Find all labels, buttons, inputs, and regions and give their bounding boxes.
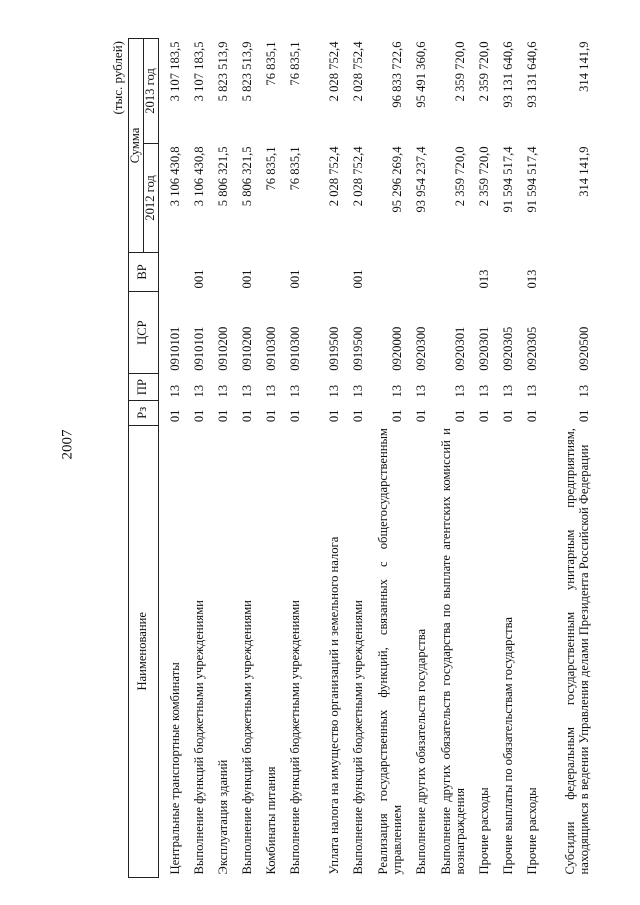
row-value-2013: 2 028 752,4: [326, 41, 341, 102]
row-value-2013: 3 107 183,5: [167, 41, 182, 102]
table-row: [468, 39, 492, 878]
row-name: Выполнение функций бюджетными учреждениями: [191, 600, 206, 875]
table-row: [303, 39, 342, 878]
row-value-2013: 5 823 513,9: [215, 41, 230, 102]
row-value-2013: 93 131 640,6: [524, 41, 539, 108]
budget-table: [128, 38, 592, 878]
row-pr: 13: [389, 384, 404, 398]
row-value-2012: 2 359 720,0: [476, 146, 491, 207]
row-value-2012: 91 594 517,4: [500, 146, 515, 213]
row-name: Эксплуатация зданий: [215, 759, 230, 875]
row-vr: [429, 252, 468, 291]
row-pr: 13: [476, 384, 491, 398]
header-sum: Сумма: [129, 39, 144, 253]
row-rz: 01: [239, 409, 254, 423]
header-year-2013: 2013 год: [143, 39, 158, 144]
table-row: [255, 39, 279, 878]
row-name: Прочие расходы: [524, 787, 539, 875]
row-pr: 13: [524, 384, 539, 398]
row-value-2012: 2 359 720,0: [452, 146, 467, 207]
row-value-2012: 95 296 269,4: [389, 146, 404, 213]
row-value-2013: 5 823 513,9: [239, 41, 254, 102]
row-name: Выполнение функций бюджетными учреждениями: [287, 600, 302, 875]
row-name: Центральные транспортные комбинаты: [167, 662, 182, 875]
table-row: [342, 39, 366, 878]
row-value-2013: 2 359 720,0: [452, 41, 467, 102]
row-vr: 001: [191, 269, 206, 289]
table-row: [366, 39, 405, 878]
row-vr: [540, 252, 592, 291]
row-vr: 001: [287, 269, 302, 289]
table-row: [183, 39, 207, 878]
row-pr: 13: [452, 384, 467, 398]
row-value-2012: 5 806 321,5: [239, 146, 254, 207]
table-row: [405, 39, 429, 878]
row-csr: 0910200: [239, 326, 254, 371]
page-number: 2007: [59, 429, 76, 460]
table-row: [516, 39, 540, 878]
row-csr: 0910101: [191, 326, 206, 371]
row-name: Выполнение функций бюджетными учреждениями: [350, 600, 365, 875]
row-value-2012: 76 835,1: [263, 146, 278, 191]
row-csr: 0919500: [350, 326, 365, 371]
row-vr: 001: [350, 269, 365, 289]
row-name: Выполнение функций бюджетными учреждениями: [239, 600, 254, 875]
row-pr: 13: [263, 384, 278, 398]
table-row: [492, 39, 516, 878]
row-rz: 01: [191, 409, 206, 423]
row-vr: [492, 252, 516, 291]
row-pr: 13: [191, 384, 206, 398]
table-row: [429, 39, 468, 878]
row-csr: 0910300: [263, 326, 278, 371]
row-pr: 13: [576, 384, 591, 398]
row-vr: [207, 252, 231, 291]
row-csr: 0920305: [524, 326, 539, 371]
row-value-2013: 2 359 720,0: [476, 41, 491, 102]
row-csr: 0920300: [413, 326, 428, 371]
row-value-2013: 93 131 640,6: [500, 41, 515, 108]
row-rz: 01: [524, 409, 539, 423]
row-pr: 13: [239, 384, 254, 398]
row-value-2012: 76 835,1: [287, 146, 302, 191]
row-csr: 0920301: [476, 326, 491, 371]
row-rz: 01: [263, 409, 278, 423]
row-value-2012: 93 954 237,4: [413, 146, 428, 213]
header-name: Наименование: [129, 425, 159, 877]
row-rz: 01: [413, 409, 428, 423]
row-vr: [255, 252, 279, 291]
row-value-2012: 2 028 752,4: [350, 146, 365, 207]
row-rz: 01: [576, 409, 591, 423]
row-name: Прочие выплаты по обязательствам государства: [500, 617, 515, 875]
row-vr: 013: [476, 269, 491, 289]
row-name: Уплата налога на имущество организаций и земельного налога: [326, 536, 341, 875]
table-row: [540, 39, 592, 878]
row-value-2013: 3 107 183,5: [191, 41, 206, 102]
row-csr: 0910300: [287, 326, 302, 371]
row-value-2012: 3 106 430,8: [191, 146, 206, 207]
header-rz: Рз: [129, 400, 159, 425]
row-vr: 013: [524, 269, 539, 289]
units-label: (тыс. рублей): [110, 41, 125, 115]
row-rz: 01: [215, 409, 230, 423]
row-value-2013: 76 835,1: [263, 41, 278, 86]
row-csr: 0920301: [452, 326, 467, 371]
row-value-2012: 5 806 321,5: [215, 146, 230, 207]
table-body: [158, 39, 592, 878]
row-value-2012: 2 028 752,4: [326, 146, 341, 207]
row-name: Субсидии федеральным государственным унитарным предприятиям, находящимся в ведении Управления делами Президента Российской Федерации: [563, 428, 591, 875]
header-vr: ВР: [129, 252, 159, 291]
row-value-2013: 96 833 722,6: [389, 41, 404, 108]
row-csr: 0919500: [326, 326, 341, 371]
header-pr: ПР: [129, 374, 159, 401]
row-name: Прочие расходы: [476, 787, 491, 875]
row-rz: 01: [326, 409, 341, 423]
row-rz: 01: [452, 409, 467, 423]
row-csr: 0920305: [500, 326, 515, 371]
row-vr: [303, 252, 342, 291]
rotated-table-area: [110, 38, 591, 878]
row-value-2012: 91 594 517,4: [524, 146, 539, 213]
row-vr: [405, 252, 429, 291]
row-name: Выполнение других обязательств государства по выплате агентских комиссий и вознаграждения: [439, 428, 467, 875]
row-name: Комбинаты питания: [263, 766, 278, 875]
header-csr: ЦСР: [129, 291, 159, 373]
row-csr: 0910101: [167, 326, 182, 371]
row-value-2013: 95 491 360,6: [413, 41, 428, 108]
row-pr: 13: [287, 384, 302, 398]
row-pr: 13: [326, 384, 341, 398]
row-value-2012: 314 141,9: [576, 146, 591, 197]
row-pr: 13: [350, 384, 365, 398]
row-csr: 0920500: [576, 326, 591, 371]
table-row: [231, 39, 255, 878]
row-rz: 01: [167, 409, 182, 423]
row-vr: 001: [239, 269, 254, 289]
row-vr: [366, 252, 405, 291]
row-csr: 0910200: [215, 326, 230, 371]
row-rz: 01: [500, 409, 515, 423]
row-pr: 13: [413, 384, 428, 398]
header-year-2012: 2012 год: [143, 143, 158, 252]
row-value-2013: 2 028 752,4: [350, 41, 365, 102]
row-pr: 13: [167, 384, 182, 398]
row-name: Реализация государственных функций, связанных с общегосударственным управлением: [376, 428, 404, 875]
row-rz: 01: [287, 409, 302, 423]
table-row: [158, 39, 183, 878]
table-row: [279, 39, 303, 878]
row-pr: 13: [215, 384, 230, 398]
table-row: [207, 39, 231, 878]
row-pr: 13: [500, 384, 515, 398]
row-csr: 0920000: [389, 326, 404, 371]
row-rz: 01: [476, 409, 491, 423]
row-value-2013: 76 835,1: [287, 41, 302, 86]
row-rz: 01: [350, 409, 365, 423]
row-name: Выполнение других обязательств государства: [413, 628, 428, 875]
row-vr: [158, 252, 183, 291]
row-rz: 01: [389, 409, 404, 423]
row-value-2013: 314 141,9: [576, 41, 591, 92]
row-value-2012: 3 106 430,8: [167, 146, 182, 207]
